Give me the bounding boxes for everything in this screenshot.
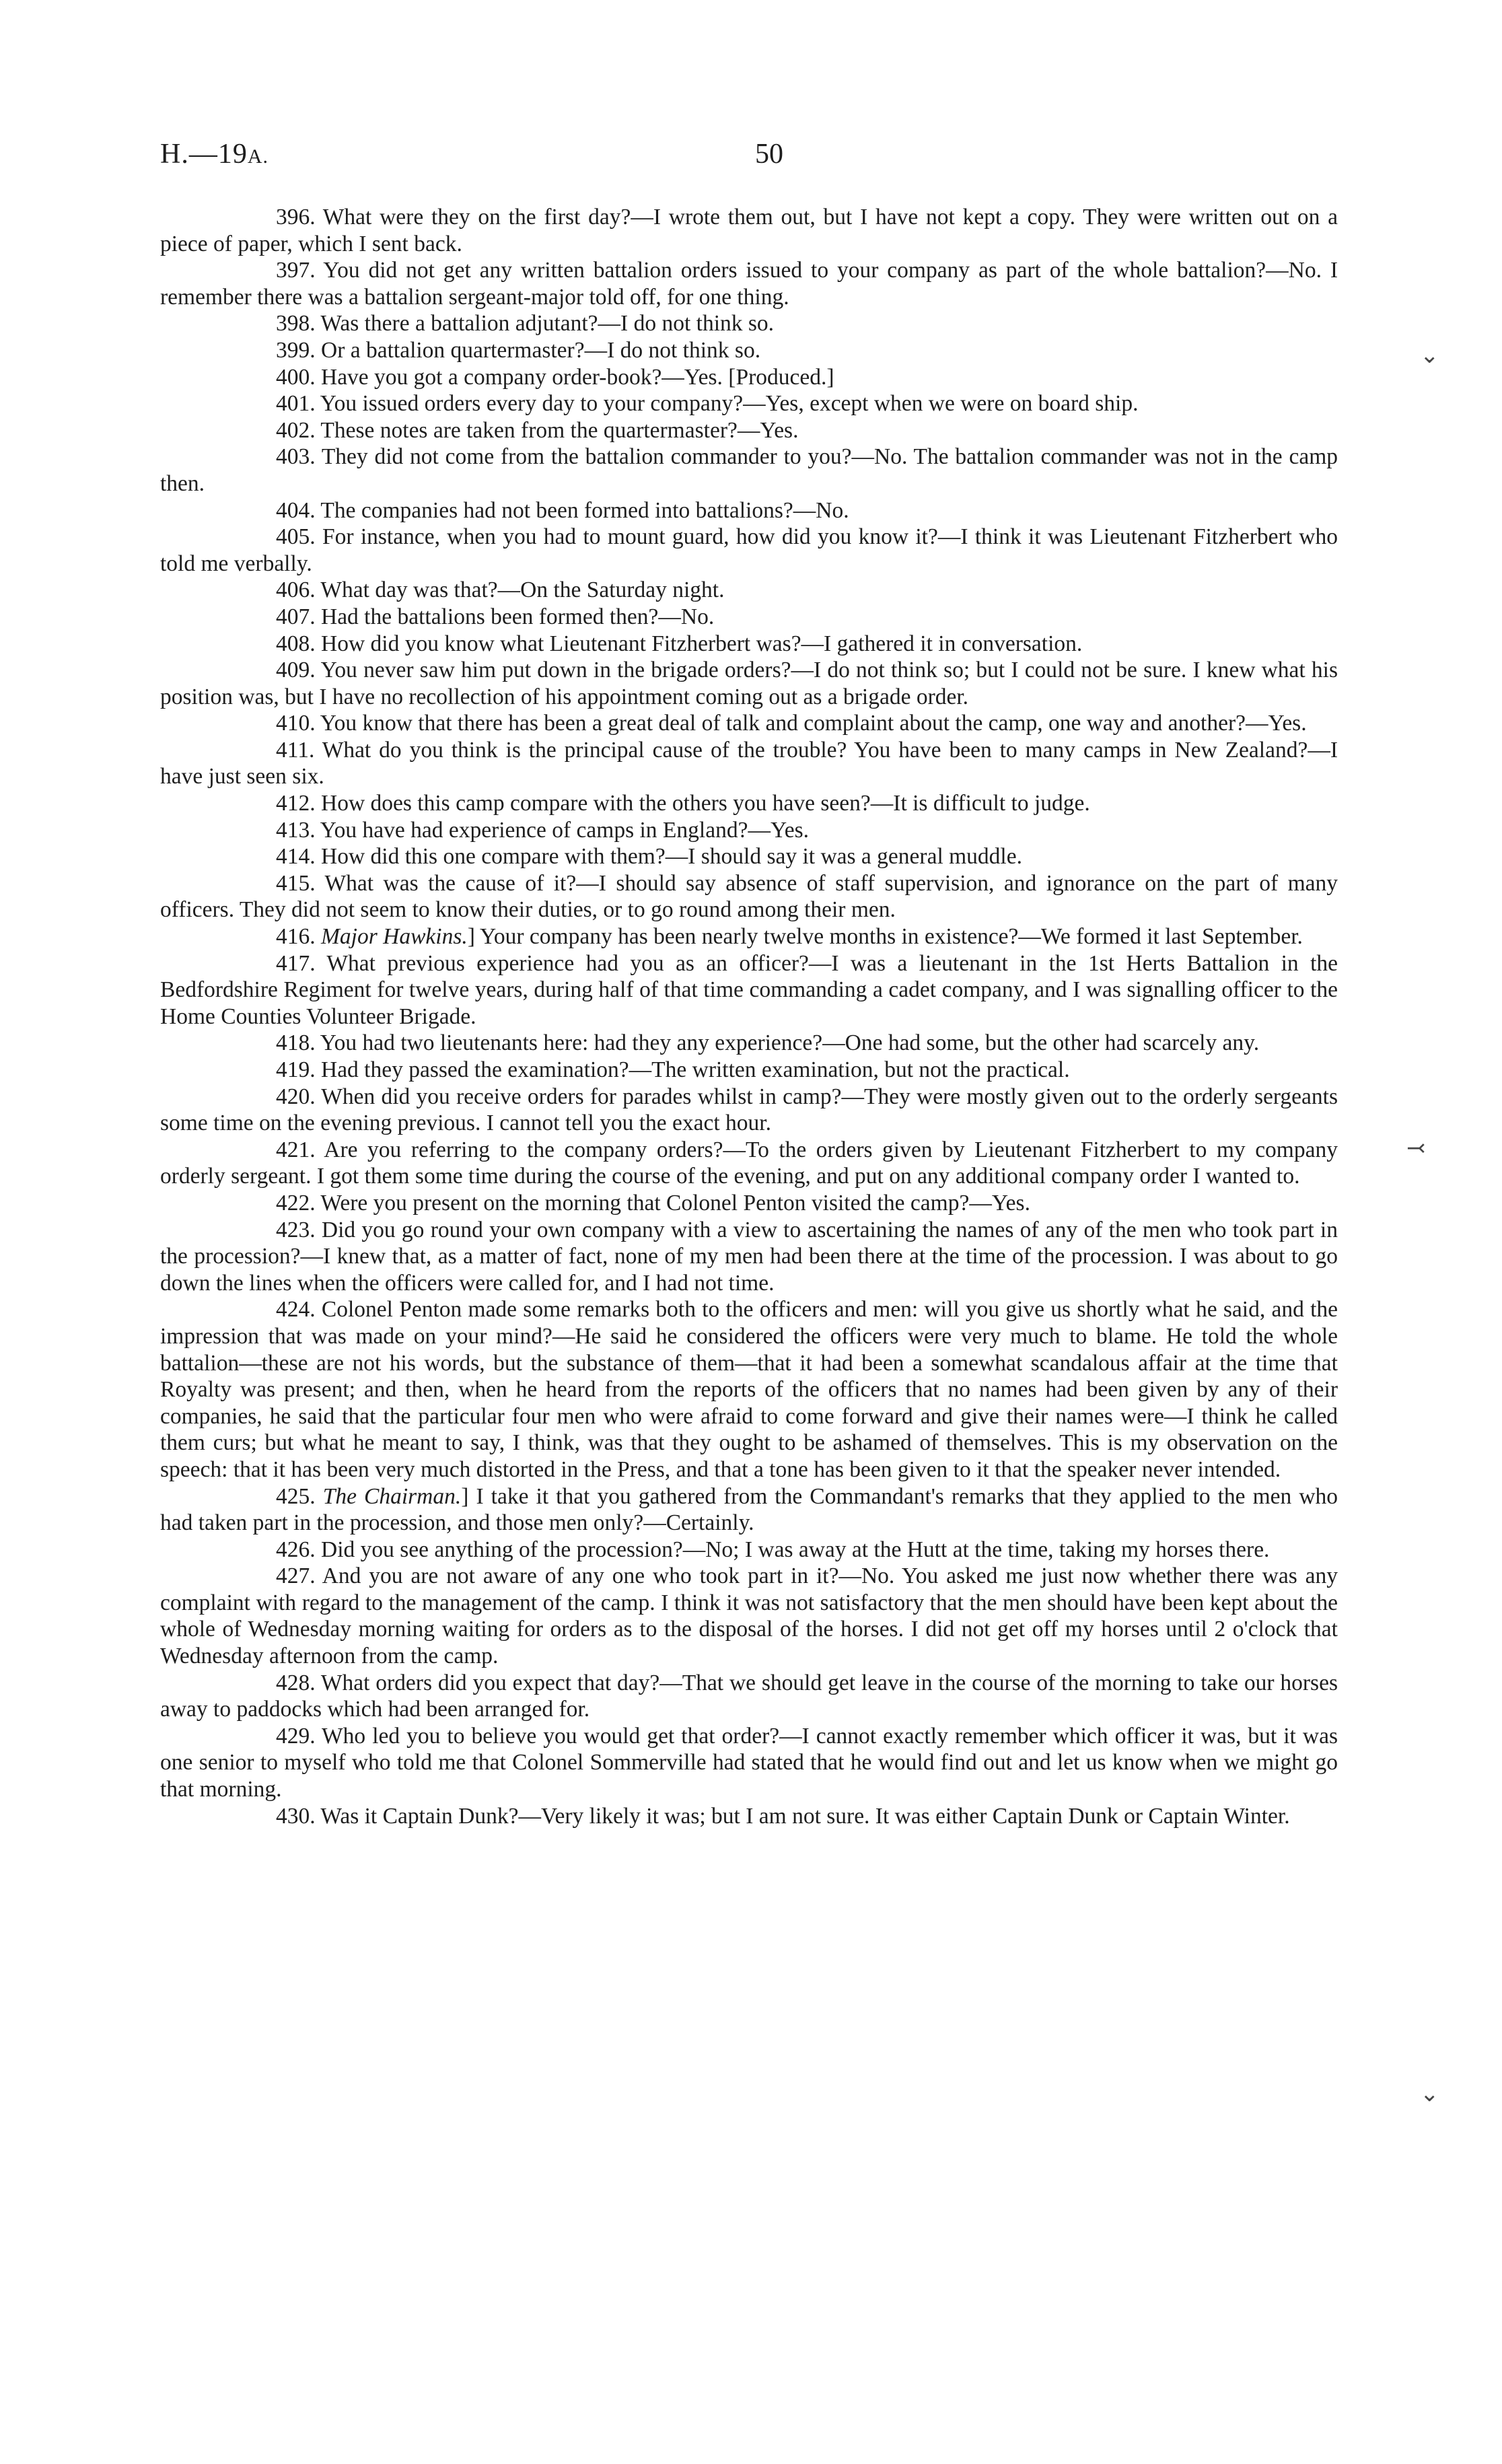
question-paragraph: 419. Had they passed the examination?—The written examination, but not the practical. (276, 1057, 1070, 1082)
testimony-text (160, 204, 1338, 1829)
question-paragraph: 422. Were you present on the morning that Colonel Penton visited the camp?—Yes. (276, 1190, 1030, 1216)
question-paragraph: 430. Was it Captain Dunk?—Very likely it was; but I am not sure. It was either Captain Dunk or Captain Winter. (276, 1803, 1290, 1829)
question-paragraph: 398. Was there a battalion adjutant?—I do not think so. (276, 311, 775, 337)
question-paragraph: 397. You did not get any written battalion orders issued to your company as part of the whole battalion?—No. I remember there was a battalion sergeant-major told off, for one thing. (160, 258, 1338, 310)
question-paragraph: 418. You had two lieutenants here: had they any experience?—One had some, but the other had scarcely any. (276, 1030, 1260, 1056)
question-paragraph: 428. What orders did you expect that day?—That we should get leave in the course of the morning to take our horses away to paddocks which had been arranged for. (160, 1670, 1338, 1722)
running-head (160, 138, 1338, 178)
question-paragraph: 415. What was the cause of it?—I should say absence of staff supervision, and ignorance on the part of many officers. They did not seem to know their duties, or to go round among their men. (160, 870, 1338, 923)
margin-tick-mark: ⤙ (1406, 1136, 1426, 1161)
question-paragraph: 410. You know that there has been a great deal of talk and complaint about the camp, one way and another?—Yes. (276, 711, 1307, 736)
question-paragraph: 403. They did not come from the battalion commander to you?—No. The battalion commander was not in the camp then. (160, 444, 1338, 496)
question-paragraph: 414. How did this one compare with them?—I should say it was a general muddle. (276, 844, 1022, 870)
question-paragraph: 399. Or a battalion quartermaster?—I do not think so. (276, 337, 761, 363)
question-paragraph: 408. How did you know what Lieutenant Fitzherbert was?—I gathered it in conversation. (276, 631, 1083, 656)
question-text: ] Your company has been nearly twelve months in existence?—We formed it last September. (467, 924, 1303, 950)
question-number: 416. (276, 924, 316, 950)
question-paragraph: 429. Who led you to believe you would get that order?—I cannot exactly remember which officer it was, but it was one senior to myself who told me that Colonel Sommerville had stated that he would find out and let us know when we might go that morning. (160, 1723, 1338, 1802)
question-paragraph: 423. Did you go round your own company with a view to ascertaining the names of any of the men who took part in the procession?—I knew that, as a matter of fact, none of my men had been there at the time of the procession. I was about to go down the lines when the officers were called for, and I had not time. (160, 1217, 1338, 1296)
page-number: 50 (755, 139, 783, 170)
speaker-change-paragraph (160, 923, 1338, 950)
margin-tick-mark: ⌄ (1420, 2082, 1439, 2107)
question-paragraph: 409. You never saw him put down in the brigade orders?—I do not think so; but I could not be sure. I knew what his position was, but I have no recollection of his appointment coming out as a brigade order. (160, 658, 1338, 709)
question-paragraph: 412. How does this camp compare with the others you have seen?—It is difficult to judge. (276, 791, 1090, 816)
question-paragraph: 406. What day was that?—On the Saturday night. (276, 577, 725, 603)
question-paragraph: 421. Are you referring to the company orders?—To the orders given by Lieutenant Fitzherbert to my company orderly sergeant. I got them some time during the course of the evening, and put on any additional company order I wanted to. (160, 1137, 1338, 1189)
speaker-change-paragraph (160, 1483, 1338, 1537)
question-paragraph: 424. Colonel Penton made some remarks both to the officers and men: will you give us shortly what he said, and the impression that was made on your mind?—He said he considered the officers were very much to blame. He told the whole battalion—these are not his words, but the substance of them—that it had been a somewhat scandalous affair at the time that Royalty was present; and then, when he heard from the reports of the officers that no names had been given by any of their companies, he said that the particular four men who were afraid to come forward and give their names were—I think he called them curs; but what he meant to say, I think, was that they ought to be ashamed of themselves. This is my observation on the speech: that it has been very much distorted in the Press, and that a tone has been given to it that the speaker never intended. (160, 1297, 1338, 1482)
question-paragraph: 396. What were they on the first day?—I wrote them out, but I have not kept a copy. They were written out on a piece of paper, which I sent back. (160, 205, 1338, 256)
question-paragraph: 413. You have had experience of camps in England?—Yes. (276, 817, 810, 843)
document-reference: H.—19A. (160, 139, 269, 170)
question-paragraph: 402. These notes are taken from the quartermaster?—Yes. (276, 417, 799, 443)
question-paragraph: 427. And you are not aware of any one who took part in it?—No. You asked me just now whether there was any complaint with regard to the management of the camp. I think it was not satisfactory that the men should have been kept about the whole of Wednesday morning waiting for orders as to the disposal of the horses. I did not get off my horses until 2 o'clock that Wednesday afternoon from the camp. (160, 1563, 1338, 1669)
question-paragraph: 417. What previous experience had you as an officer?—I was a lieutenant in the 1st Herts Battalion in the Bedfordshire Regiment for twelve years, during half of that time commanding a cadet company, and I was signalling officer to the Home Counties Volunteer Brigade. (160, 950, 1338, 1029)
question-paragraph: 407. Had the battalions been formed then?—No. (276, 604, 715, 629)
margin-tick-mark: ⌄ (1420, 343, 1439, 368)
question-paragraph: 404. The companies had not been formed into battalions?—No. (276, 497, 849, 523)
question-number: 425. (276, 1483, 316, 1509)
question-paragraph: 405. For instance, when you had to mount guard, how did you know it?—I think it was Lieutenant Fitzherbert who told me verbally. (160, 524, 1338, 576)
question-paragraph: 401. You issued orders every day to your company?—Yes, except when we were on board ship. (276, 391, 1139, 417)
speaker-name: The Chairman. (322, 1483, 462, 1509)
question-text: ] I take it that you gathered from the Commandant's remarks that they applied to the men who had taken part in the procession, and those men only?—Certainly. (160, 1483, 1338, 1536)
question-paragraph: 411. What do you think is the principal cause of the trouble? You have been to many camps in New Zealand?—I have just seen six. (160, 737, 1338, 789)
speaker-name: Major Hawkins. (321, 924, 468, 950)
question-paragraph: 426. Did you see anything of the procession?—No; I was away at the Hutt at the time, taking my horses there. (276, 1537, 1270, 1562)
question-paragraph: 400. Have you got a company order-book?—Yes. [Produced.] (276, 364, 834, 390)
question-paragraph: 420. When did you receive orders for parades whilst in camp?—They were mostly given out to the orderly sergeants some time on the evening previous. I cannot tell you the exact hour. (160, 1084, 1338, 1136)
